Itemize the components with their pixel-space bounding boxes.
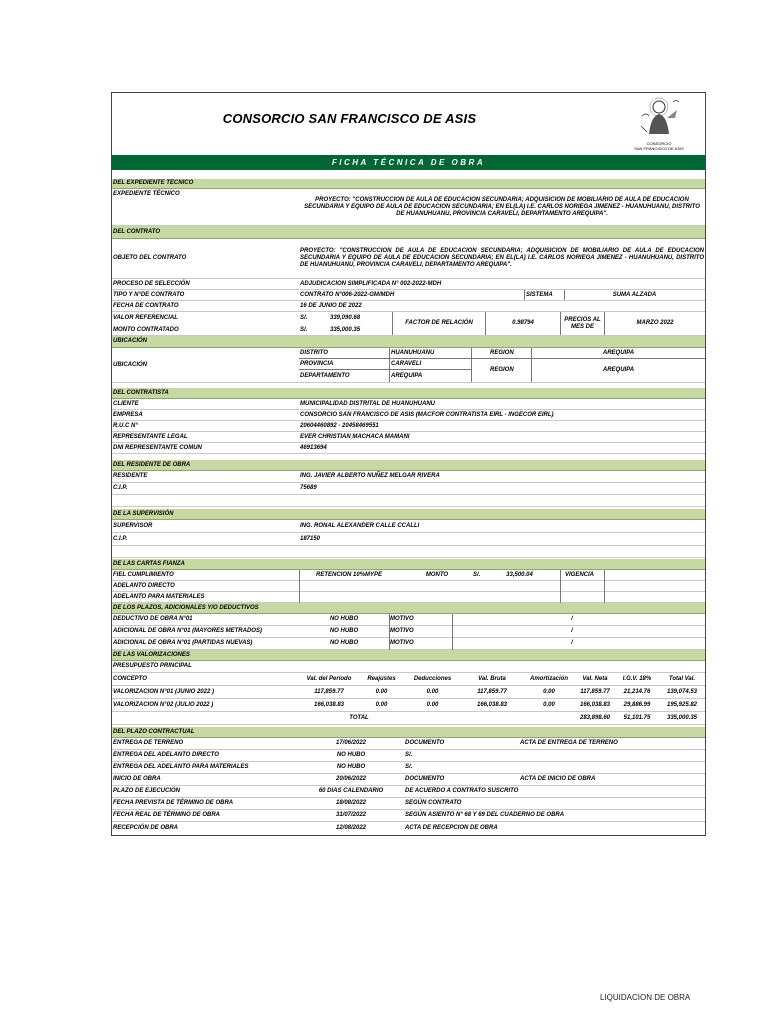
- saint-francis-logo-icon: [637, 96, 681, 136]
- plazo-row-motivo: MOTIVO: [390, 616, 414, 622]
- valorizacion-row: [112, 686, 705, 699]
- precios-value: MARZO 2022: [604, 312, 705, 335]
- valorizacion-header-row: [112, 673, 705, 686]
- row-representante: [112, 432, 705, 443]
- divider: [452, 614, 453, 650]
- plazo-row-slash: /: [571, 628, 573, 634]
- section-valorizaciones: [112, 650, 705, 661]
- tipo-label: TIPO Y N°DE CONTRATO: [113, 291, 185, 298]
- departamento-label: DEPARTAMENTO: [300, 372, 350, 379]
- ruc-label: R.U.C N°: [113, 422, 138, 429]
- fiel-monto: 33,500.04: [506, 571, 533, 578]
- empresa-value: CONSORCIO SAN FRANCISCO DE ASIS (MACFOR CONTRATISTA EIRL - INGECOR EIRL): [300, 411, 554, 418]
- plazo-value: NO HUBO: [336, 752, 366, 758]
- col-val-periodo: Val. del Periodo: [306, 675, 352, 682]
- plazo-extra-label: DOCUMENTO: [405, 740, 445, 746]
- plazo-row: [112, 774, 705, 786]
- valorizacion-cell: 166,038.83: [313, 701, 345, 708]
- plazo-label: RECEPCIÓN DE OBRA: [113, 824, 179, 831]
- total-total-val: 335,000.35: [666, 714, 698, 721]
- row-cliente: [112, 399, 705, 410]
- plazo-value: 12/08/2022: [335, 824, 367, 831]
- plazo-extra-label: DOCUMENTO: [405, 776, 445, 782]
- plazo-extra-label: S/.: [405, 752, 413, 758]
- valorizacion-cell: 0.00: [426, 688, 439, 695]
- row-adelanto-directo: [112, 581, 705, 592]
- valorizacion-concepto: VALORIZACION N°02 (JULIO 2022 ): [113, 701, 214, 708]
- plazo-label: FECHA REAL DE TÉRMINO DE OBRA: [113, 812, 221, 818]
- valorizacion-cell: 166,038.83: [476, 701, 508, 708]
- section-title: UBICACIÓN: [113, 338, 147, 344]
- col-amortizacion: Amortización: [529, 675, 568, 682]
- proceso-value: ADJUDICACION SIMPLIFICADA N° 002-2022-MDH: [300, 280, 442, 287]
- valorizacion-cell: 0.00: [426, 701, 439, 708]
- plazo-row-motivo: MOTIVO: [390, 628, 414, 634]
- col-val-neta: Val. Neta: [582, 675, 608, 682]
- valorizacion-total-row: [112, 712, 705, 725]
- section-ubicacion: [112, 336, 705, 348]
- fiel-vigencia: VIGENCIA: [560, 570, 600, 580]
- plazo-value: 60 DIAS CALENDARIO: [318, 788, 384, 794]
- logo-caption: CONSORCIO SAN FRANCISCO DE ASIS: [634, 141, 684, 151]
- sistema-value: SUMA ALZADA: [564, 290, 704, 300]
- title-area: [112, 93, 705, 154]
- departamento-value: AREQUIPA: [389, 370, 471, 382]
- provincia-label: PROVINCIA: [299, 359, 389, 370]
- valor-ref-label: VALOR REFERENCIAL: [113, 314, 178, 321]
- presupuesto-label: PRESUPUESTO PRINCIPAL: [113, 663, 192, 669]
- plazo-row-slash: /: [571, 616, 573, 622]
- plazo-row-label: DEDUCTIVO DE OBRA N°01: [113, 616, 193, 622]
- valorizacion-cell: 0.00: [375, 688, 388, 695]
- plazo-row-value: NO HUBO: [329, 640, 359, 646]
- col-reajustes: Reajustes: [367, 675, 396, 682]
- row-residente: [112, 471, 705, 483]
- expediente-value: PROYECTO: "CONSTRUCCION DE AULA DE EDUCACION SECUNDARIA; ADQUISICION DE MOBILIARIO DE AULA DE EDUCACION SECUNDARIA Y EQUIPO DE AULA DE EDUCACION SECUNDARIA; EN EL(LA) I.E. CARLOS NORIEGA JIMENEZ - HUANUHUANU, DISTRITO DE HUANUHUANU, PROVINCIA CARAVELI, DEPARTAMENTO AREQUIPA".: [304, 196, 700, 217]
- section-title: DE LAS VALORIZACIONES: [113, 651, 190, 658]
- distrito-value: HUANUHUANU: [389, 348, 471, 359]
- row-proceso: [112, 279, 705, 290]
- total-val-neta: 283,898.60: [579, 714, 611, 721]
- row-empty: [112, 546, 705, 558]
- row-expediente: [112, 189, 705, 226]
- plazo-row: [112, 762, 705, 774]
- plazo-extra-label: ACTA DE RECEPCION DE OBRA: [405, 824, 498, 831]
- monto-currency: S/.: [300, 326, 308, 333]
- dni-label: DNI REPRESENTANTE COMUN: [113, 444, 202, 451]
- row-valores: [112, 312, 705, 336]
- plazo-row-label: ADICIONAL DE OBRA N°01 (PARTIDAS NUEVAS): [113, 640, 253, 646]
- plazo-row: [112, 786, 705, 798]
- plazo-row-motivo: MOTIVO: [390, 640, 414, 646]
- representante-value: EVER CHRISTIAN MACHACA MAMANI: [300, 433, 410, 440]
- supervisor-cip-value: 187150: [300, 535, 321, 542]
- col-val-bruta: Val. Bruta: [478, 675, 506, 682]
- section-title: DE LAS CARTAS FIANZA: [113, 560, 185, 567]
- cliente-label: CLIENTE: [113, 400, 139, 407]
- ficha-tecnica-sheet: [111, 92, 706, 836]
- row-ruc: [112, 421, 705, 432]
- section-residente: [112, 460, 705, 471]
- plazo-label: PLAZO DE EJECUCIÓN: [113, 788, 181, 794]
- row-supervisor: [112, 520, 705, 533]
- section-title: DEL CONTRATISTA: [113, 389, 169, 396]
- valorizacion-cell: 117,859.77: [580, 688, 610, 695]
- row-residente-cip: [112, 483, 705, 495]
- plazo-value: 31/07/2022: [335, 812, 367, 818]
- residente-label: RESIDENTE: [113, 473, 148, 479]
- proceso-label: PROCESO DE SELECCIÓN: [113, 280, 190, 287]
- supervisor-value: ING. RONAL ALEXANDER CALLE CCALLI: [300, 522, 420, 529]
- section-title: DEL PLAZO CONTRACTUAL: [113, 728, 195, 735]
- col-total-val: Total Val.: [668, 675, 696, 682]
- company-name: CONSORCIO SAN FRANCISCO DE ASIS: [222, 111, 477, 126]
- fiel-retencion: RETENCION 10%MYPE: [315, 571, 382, 578]
- section-title: DE LA SUPERVISIÓN: [113, 510, 174, 517]
- valorizacion-cell: 195,925.82: [666, 701, 698, 708]
- region-value-2: AREQUIPA: [531, 359, 705, 382]
- plazo-extra-label: DE ACUERDO A CONTRATO SUSCRITO: [405, 788, 519, 794]
- row-adelanto-materiales: [112, 592, 705, 603]
- valorizacion-cell: 0.00: [543, 688, 555, 695]
- row-fecha: [112, 301, 705, 312]
- factor-label: FACTOR DE RELACIÓN: [392, 312, 485, 335]
- valorizacion-cell: 117,859.77: [477, 688, 507, 695]
- ruc-value: 20604460892 - 20458469551: [300, 422, 379, 429]
- dni-value: 46913694: [300, 444, 327, 451]
- valorizacion-cell: 117,859.77: [314, 688, 344, 695]
- row-empty: [112, 495, 705, 507]
- section-expediente: [112, 179, 705, 189]
- plazo-row: [112, 750, 705, 762]
- objeto-value: PROYECTO: "CONSTRUCCION DE AULA DE EDUCACION SECUNDARIA; ADQUISICION DE MOBILIARIO DE AULA DE EDUCACION SECUNDARIA Y EQUIPO DE AULA DE EDUCACION SECUNDARIA; EN EL(LA) I.E. CARLOS NORIEGA JIMENEZ - HUANUHUANU, DISTRITO DE HUANUHUANU, PROVINCIA CARAVELI, DEPARTAMENTO AREQUIPA".: [300, 248, 704, 268]
- row-supervisor-cip: [112, 533, 705, 546]
- supervisor-cip-label: C.I.P.: [113, 535, 128, 542]
- plazo-label: FECHA PREVISTA DE TÉRMINO DE OBRA: [113, 800, 234, 806]
- objeto-label: OBJETO DEL CONTRATO: [113, 255, 187, 261]
- region-label-2: REGION: [471, 359, 531, 382]
- row-objeto: [112, 239, 705, 279]
- ubicacion-label: UBICACIÓN: [113, 361, 147, 368]
- section-title: DEL RESIDENTE DE OBRA: [113, 461, 191, 468]
- adelanto-directo-label: ADELANTO DIRECTO: [113, 582, 175, 589]
- logo: [624, 96, 694, 152]
- plazo-row-value: NO HUBO: [329, 628, 359, 634]
- plazo-row: [112, 822, 705, 834]
- row-deductivo: [112, 614, 705, 626]
- section-plazo-contractual: [112, 727, 705, 738]
- tipo-value: CONTRATO N°006-2022-GM/MDH: [300, 291, 395, 298]
- plazo-label: ENTREGA DE TERRENO: [113, 740, 184, 746]
- distrito-label: DISTRITO: [299, 348, 389, 359]
- valorizacion-cell: 166,038.83: [579, 701, 611, 708]
- row-empresa: [112, 410, 705, 421]
- plazo-label: ENTREGA DEL ADELANTO PARA MATERIALES: [113, 764, 249, 770]
- col-deducciones: Deducciones: [413, 675, 452, 682]
- col-concepto: CONCEPTO: [113, 675, 147, 682]
- adelanto-materiales-label: ADELANTO PARA MATERIALES: [113, 593, 205, 600]
- row-presupuesto: [112, 661, 705, 673]
- empresa-label: EMPRESA: [113, 411, 143, 418]
- plazo-row: [112, 798, 705, 810]
- monto-label: MONTO CONTRATADO: [113, 326, 179, 333]
- plazo-extra-label: S/.: [405, 764, 413, 770]
- plazo-label: INICIO DE OBRA: [113, 776, 161, 782]
- total-igv: 51,101.75: [623, 714, 651, 721]
- valorizacion-cell: 0.00: [375, 701, 388, 708]
- plazo-extra-label: SEGÚN CONTRATO: [405, 800, 462, 806]
- factor-value: 0.98794: [485, 312, 560, 335]
- row-dni: [112, 443, 705, 454]
- plazo-value: NO HUBO: [336, 764, 366, 770]
- section-plazos: [112, 603, 705, 614]
- divider: [604, 570, 605, 603]
- valor-ref-value: 339,090.68: [330, 314, 361, 321]
- plazo-value: 17/06/2022: [335, 740, 367, 746]
- monto-value: 335,000.35: [330, 326, 361, 333]
- divider: [299, 570, 300, 603]
- residente-cip-value: 75689: [300, 485, 317, 491]
- plazo-value: 20/06/2022: [335, 776, 367, 782]
- row-fiel: [112, 570, 705, 581]
- divider: [389, 614, 390, 650]
- section-supervision: [112, 509, 705, 520]
- expediente-label: EXPEDIENTE TÉCNICO: [113, 191, 180, 197]
- plazo-row-slash: /: [571, 640, 573, 646]
- plazo-row-label: ADICIONAL DE OBRA N°01 (MAYORES METRADOS): [113, 628, 262, 634]
- fecha-label: FECHA DE CONTRATO: [113, 302, 179, 309]
- plazo-extra-label: SEGÚN ASIENTO N° 68 Y 69 DEL CUADERNO DE OBRA: [405, 812, 565, 818]
- section-title: DEL EXPEDIENTE TÉCNICO: [113, 180, 194, 186]
- section-title: DEL CONTRATO: [113, 228, 161, 235]
- valorizacion-row: [112, 699, 705, 712]
- residente-cip-label: C.I.P.: [113, 485, 128, 491]
- residente-value: ING. JAVIER ALBERTO NUÑEZ MELGAR RIVERA: [300, 473, 440, 479]
- valorizacion-cell: 29,886.99: [623, 701, 651, 708]
- region-label-1: REGION: [471, 348, 531, 359]
- fiel-label: FIEL CUMPLIMIENTO: [113, 571, 174, 578]
- row-tipo: [112, 290, 705, 301]
- ficha-tecnica-title: FICHA TÉCNICA DE OBRA: [112, 155, 705, 170]
- fecha-value: 16 DE JUNIO DE 2022: [300, 302, 362, 309]
- plazo-row-value: NO HUBO: [329, 616, 359, 622]
- plazo-extra-value: ACTA DE INICIO DE OBRA: [520, 776, 596, 782]
- fiel-currency: S/.: [473, 571, 481, 578]
- footer-label: LIQUIDACION DE OBRA: [600, 993, 691, 1002]
- section-cartas: [112, 559, 705, 570]
- row-adicional-metrados: [112, 626, 705, 638]
- section-title: DE LOS PLAZOS, ADICIONALES Y/O DEDUCTIVOS: [113, 604, 259, 611]
- col-igv: I.G.V. 18%: [622, 675, 652, 682]
- valorizacion-cell: 139,074.53: [666, 688, 698, 695]
- plazo-extra-value: ACTA DE ENTREGA DE TERRENO: [520, 740, 618, 746]
- plazo-row: [112, 738, 705, 750]
- row-ubicacion: [112, 348, 705, 383]
- valorizacion-cell: 21,214.76: [623, 688, 651, 695]
- plazo-value: 18/08/2022: [335, 800, 367, 806]
- precios-label: PRECIOS AL MES DE: [560, 312, 604, 335]
- plazo-label: ENTREGA DEL ADELANTO DIRECTO: [113, 752, 219, 758]
- provincia-value: CARAVELI: [389, 359, 471, 370]
- section-contratista: [112, 388, 705, 399]
- valorizacion-cell: 0.00: [543, 701, 555, 708]
- total-label: TOTAL: [349, 714, 369, 721]
- representante-label: REPRESENTANTE LEGAL: [113, 433, 188, 440]
- divider: [560, 570, 561, 603]
- plazo-row: [112, 810, 705, 822]
- valor-ref-currency: S/.: [300, 314, 308, 321]
- cliente-value: MUNICIPALIDAD DISTRITAL DE HUANUHUANU: [300, 400, 435, 407]
- section-contrato: [112, 226, 705, 239]
- supervisor-label: SUPERVISOR: [113, 522, 153, 529]
- fiel-monto-label: MONTO: [425, 571, 449, 578]
- region-value-1: AREQUIPA: [531, 348, 705, 359]
- row-adicional-nuevas: [112, 638, 705, 650]
- valorizacion-concepto: VALORIZACION N°01 (JUNIO 2022 ): [113, 688, 214, 695]
- sistema-label: SISTEMA: [524, 290, 582, 300]
